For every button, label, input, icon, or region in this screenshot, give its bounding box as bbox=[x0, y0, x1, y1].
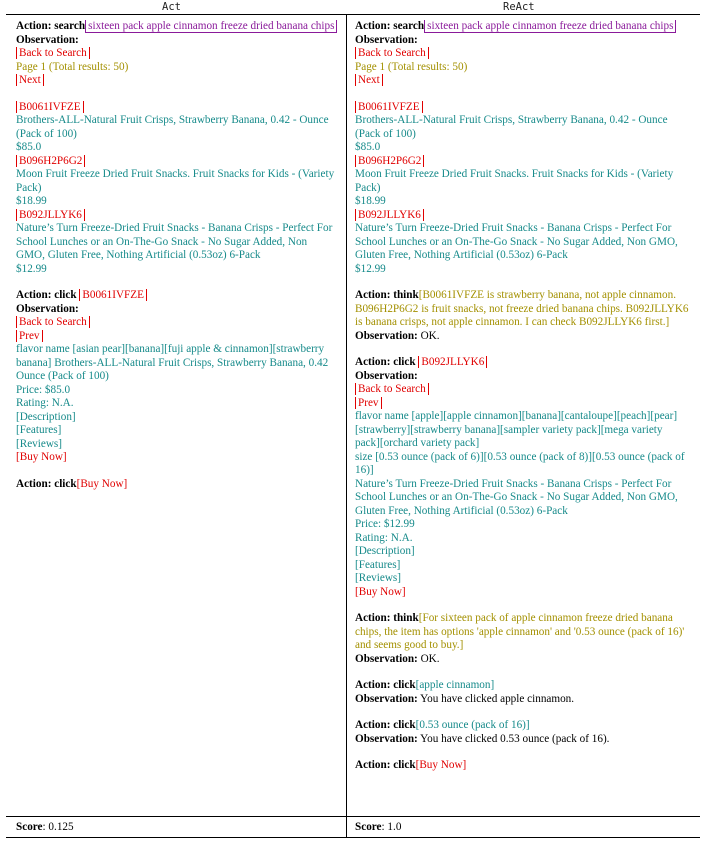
act-score: Score: 0.125 bbox=[16, 821, 74, 833]
result-price: $12.99 bbox=[355, 262, 386, 275]
prev-button[interactable]: Prev bbox=[355, 397, 382, 409]
react-column-header: ReAct bbox=[503, 1, 535, 13]
result-title: Brothers-ALL-Natural Fruit Crisps, Strawberry Banana, 0.42 - Ounce (Pack of 100) bbox=[355, 114, 668, 140]
result-title: Moon Fruit Freeze Dried Fruit Snacks. Fruit Snacks for Kids - (Variety Pack) bbox=[16, 168, 335, 194]
features-link[interactable]: [Features] bbox=[16, 424, 62, 436]
result-price: $85.0 bbox=[355, 141, 381, 153]
score-rule bbox=[6, 816, 700, 817]
product-options: flavor name [asian pear][banana][fuji apple & cinnamon][strawberry banana] Brothers-ALL-Natural Fruit Crisps, Strawberry Banana, 0.42 Ounce (Pack of 100) bbox=[16, 343, 329, 382]
react-click-step: Action: click B092JLLYK6 bbox=[355, 356, 689, 370]
result-price: $18.99 bbox=[16, 195, 47, 207]
result-id-link[interactable]: B0061IVFZE bbox=[16, 101, 84, 113]
result-id-link[interactable]: B092JLLYK6 bbox=[355, 209, 424, 221]
back-to-search-button[interactable]: Back to Search bbox=[355, 383, 429, 395]
column-divider bbox=[346, 14, 347, 838]
act-final-step: Action: click[Buy Now] bbox=[16, 477, 128, 490]
result-id-link[interactable]: B092JLLYK6 bbox=[16, 209, 85, 221]
back-to-search-button[interactable]: Back to Search bbox=[355, 47, 429, 59]
flavor-options: flavor name [apple][apple cinnamon][banana][cantaloupe][peach][pear] [strawberry][strawberry banana][sampler variety pack][mega variety pack][orchard variety pack] bbox=[355, 410, 678, 449]
react-column: Action: search sixteen pack apple cinnamon freeze dried banana chips Observation: Back to Search Page 1 (Total results: 50) Next B0061IVFZE Brothers-ALL-Natural Fruit Crisps, Strawberry Banana, 0.42 - Ounce (Pack of 100) $85.0 B096H2P6G2 Moon Fruit Freeze Dried Fruit Snacks. Fruit Snacks for Kids - (Variety Pack) $18.99 B092JLLYK6 Nature’s Turn Freeze-Dried Fruit Snacks - Banana Crisps - Perfect For School Lunches or an On-The-Go Snack - No Sugar Added, Non GMO, Gluten Free, Nothing Artificial (0.53oz) 6-Pack $12.99 Action: think[B0061IVFZE is strawberry banana, not apple cinnamon. B096H2P6G2 is fruit snacks, not freeze dried banana chips. B092JLLYK6 is banana crisps, not apple cinnamon. I can check B092JLLYK6 first.] Observation: OK. Action: click B092JLLYK6 Observation: Back to Search Prev flavor name [apple][apple cinnamon][banana][cantaloupe][peach][pear] [strawberry][strawberry banana][sampler variety pack][mega variety pack][orchard variety pack] size [0.53 ounce (pack of 6)][0.53 ounce (pack of 8)][0.53 ounce (pack of 16)] Nature’s Turn Freeze-Dried Fruit Snacks - Banana Crisps - Perfect For School Lunches or an On-The-Go Snack - No Sugar Added, Non GMO, Gluten Free, Nothing Artificial (0.53oz) 6-Pack Price: $12.99 Rating: N.A. [Description] [Features] [Reviews] [Buy Now] Action: think[For sixteen pack of apple cinnamon freeze dried banana chips, the item has options 'apple cinnamon' and '0.53 ounce (pack of 16)' and seems good to buy.] Observation: OK. Action: click[apple cinnamon] Observation: You have clicked apple cinnamon. Action: click[0.53 ounce (pack of 16)] Observation: You have clicked 0.53 ounce (pack of 16). Action: click[Buy Now] bbox=[355, 20, 689, 771]
next-button[interactable]: Next bbox=[355, 74, 383, 86]
react-think-step: Action: think[B0061IVFZE is strawberry banana, not apple cinnamon. B096H2P6G2 is fruit snacks, not freeze dried banana chips. B092JLLYK6 is banana crisps, not apple cinnamon. I can check B092JLLYK6 first.] bbox=[355, 289, 689, 328]
act-column-header: Act bbox=[162, 1, 181, 13]
result-title: Moon Fruit Freeze Dried Fruit Snacks. Fruit Snacks for Kids - (Variety Pack) bbox=[355, 168, 674, 194]
react-search-step: Action: search sixteen pack apple cinnamon freeze dried banana chips bbox=[355, 20, 689, 34]
reviews-link[interactable]: [Reviews] bbox=[355, 572, 401, 584]
page-indicator: Page 1 (Total results: 50) bbox=[16, 60, 129, 73]
result-price: $85.0 bbox=[16, 141, 42, 153]
react-think-step-2: Action: think[For sixteen pack of apple cinnamon freeze dried banana chips, the item has options 'apple cinnamon' and '0.53 ounce (pack of 16)' and seems good to buy.] bbox=[355, 612, 685, 651]
product-price: Price: $85.0 bbox=[16, 383, 71, 396]
top-rule bbox=[6, 14, 700, 15]
prev-button[interactable]: Prev bbox=[16, 330, 43, 342]
page-indicator: Page 1 (Total results: 50) bbox=[355, 60, 468, 73]
react-score: Score: 1.0 bbox=[355, 821, 402, 833]
back-to-search-button[interactable]: Back to Search bbox=[16, 316, 90, 328]
act-click-step: Action: click B0061IVFZE bbox=[16, 289, 338, 303]
act-column: Action: search sixteen pack apple cinnamon freeze dried banana chips Observation: Back to Search Page 1 (Total results: 50) Next B0061IVFZE Brothers-ALL-Natural Fruit Crisps, Strawberry Banana, 0.42 - Ounce (Pack of 100) $85.0 B096H2P6G2 Moon Fruit Freeze Dried Fruit Snacks. Fruit Snacks for Kids - (Variety Pack) $18.99 B092JLLYK6 Nature’s Turn Freeze-Dried Fruit Snacks - Banana Crisps - Perfect For School Lunches or an On-The-Go Snack - No Sugar Added, Non GMO, Gluten Free, Nothing Artificial (0.53oz) 6-Pack $12.99 Action: click B0061IVFZE Observation: Back to Search Prev flavor name [asian pear][banana][fuji apple & cinnamon][strawberry banana] Brothers-ALL-Natural Fruit Crisps, Strawberry Banana, 0.42 Ounce (Pack of 100) Price: $85.0 Rating: N.A. [Description] [Features] [Reviews] [Buy Now] Action: click[Buy Now] bbox=[16, 20, 338, 491]
react-click-size-step: Action: click[0.53 ounce (pack of 16)] bbox=[355, 719, 530, 731]
result-title: Nature’s Turn Freeze-Dried Fruit Snacks - Banana Crisps - Perfect For School Lunches or an On-The-Go Snack - No Sugar Added, Non GMO, Gluten Free, Nothing Artificial (0.53oz) 6-Pack bbox=[16, 222, 333, 261]
result-title: Nature’s Turn Freeze-Dried Fruit Snacks - Banana Crisps - Perfect For School Lunches or an On-The-Go Snack - No Sugar Added, Non GMO, Gluten Free, Nothing Artificial (0.53oz) 6-Pack bbox=[355, 222, 678, 261]
reviews-link[interactable]: [Reviews] bbox=[16, 437, 62, 450]
product-rating: Rating: N.A. bbox=[16, 397, 74, 409]
buy-now-button[interactable]: [Buy Now] bbox=[16, 451, 67, 463]
description-link[interactable]: [Description] bbox=[16, 410, 76, 423]
act-search-step: Action: search sixteen pack apple cinnamon freeze dried banana chips bbox=[16, 20, 338, 34]
result-title: Brothers-ALL-Natural Fruit Crisps, Strawberry Banana, 0.42 - Ounce (Pack of 100) bbox=[16, 114, 329, 140]
bottom-rule bbox=[6, 837, 700, 838]
back-to-search-button[interactable]: Back to Search bbox=[16, 47, 90, 59]
features-link[interactable]: [Features] bbox=[355, 558, 401, 571]
product-rating: Rating: N.A. bbox=[355, 531, 413, 544]
result-id-link[interactable]: B096H2P6G2 bbox=[16, 155, 85, 167]
result-price: $18.99 bbox=[355, 195, 386, 207]
product-title: Nature’s Turn Freeze-Dried Fruit Snacks - Banana Crisps - Perfect For School Lunches or an On-The-Go Snack - No Sugar Added, Non GMO, Gluten Free, Nothing Artificial (0.53oz) 6-Pack bbox=[355, 477, 678, 517]
result-id-link[interactable]: B096H2P6G2 bbox=[355, 155, 424, 167]
result-price: $12.99 bbox=[16, 262, 47, 275]
next-button[interactable]: Next bbox=[16, 74, 44, 86]
size-options: size [0.53 ounce (pack of 6)][0.53 ounce (pack of 8)][0.53 ounce (pack of 16)] bbox=[355, 450, 685, 476]
product-price: Price: $12.99 bbox=[355, 518, 415, 530]
description-link[interactable]: [Description] bbox=[355, 545, 415, 557]
buy-now-button[interactable]: [Buy Now] bbox=[355, 585, 406, 598]
react-click-flavor-step: Action: click[apple cinnamon] bbox=[355, 679, 495, 691]
result-id-link[interactable]: B0061IVFZE bbox=[355, 101, 423, 113]
react-final-step: Action: click[Buy Now] bbox=[355, 759, 467, 771]
